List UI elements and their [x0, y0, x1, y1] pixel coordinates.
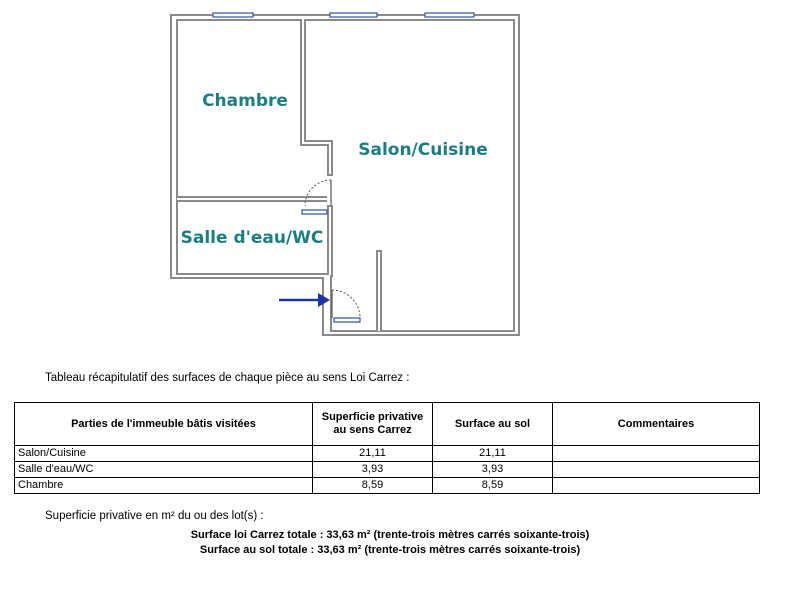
header-carrez: Superficie privative au sens Carrez	[313, 403, 433, 446]
header-sol: Surface au sol	[433, 403, 553, 446]
table-header-row	[15, 403, 760, 446]
header-commentaires: Commentaires	[553, 403, 760, 446]
window-salle-vent	[302, 210, 327, 214]
table-caption: Tableau récapitulatif des surfaces de chaque pièce au sens Loi Carrez :	[45, 372, 410, 384]
room-label-chambre: Chambre	[202, 91, 288, 111]
table-row	[15, 478, 760, 494]
room-label-salon: Salon/Cuisine	[358, 140, 488, 160]
cell-carrez: 21,11	[313, 446, 433, 462]
cell-sol: 3,93	[433, 462, 553, 478]
cell-commentaire	[553, 446, 760, 462]
wall-inner-lines	[172, 16, 518, 334]
cell-carrez: 3,93	[313, 462, 433, 478]
table-row	[15, 462, 760, 478]
window-salon-1	[330, 13, 377, 17]
cell-partie: Salon/Cuisine	[15, 446, 313, 462]
cell-partie: Salle d'eau/WC	[15, 462, 313, 478]
cell-commentaire	[553, 462, 760, 478]
cell-sol: 8,59	[433, 478, 553, 494]
walls	[170, 14, 520, 336]
window-entry	[334, 318, 360, 322]
window-salon-2	[425, 13, 474, 17]
cell-partie: Chambre	[15, 478, 313, 494]
window-chambre	[213, 13, 253, 17]
table-row	[15, 446, 760, 462]
door-arc-entry	[332, 290, 360, 318]
door-arc-chambre	[305, 180, 331, 206]
surfaces-table	[14, 402, 760, 494]
room-label-salle: Salle d'eau/WC	[180, 228, 324, 248]
superficie-note: Superficie privative en m² du ou des lot(s) :	[45, 510, 264, 522]
total-carrez: Surface loi Carrez totale : 33,63 m² (trente-trois mètres carrés soixante-trois)	[190, 529, 590, 541]
cell-commentaire	[553, 478, 760, 494]
header-partie: Parties de l'immeuble bâtis visitées	[15, 403, 313, 446]
total-sol: Surface au sol totale : 33,63 m² (trente-trois mètres carrés soixante-trois)	[199, 544, 581, 556]
cell-carrez: 8,59	[313, 478, 433, 494]
cell-sol: 21,11	[433, 446, 553, 462]
